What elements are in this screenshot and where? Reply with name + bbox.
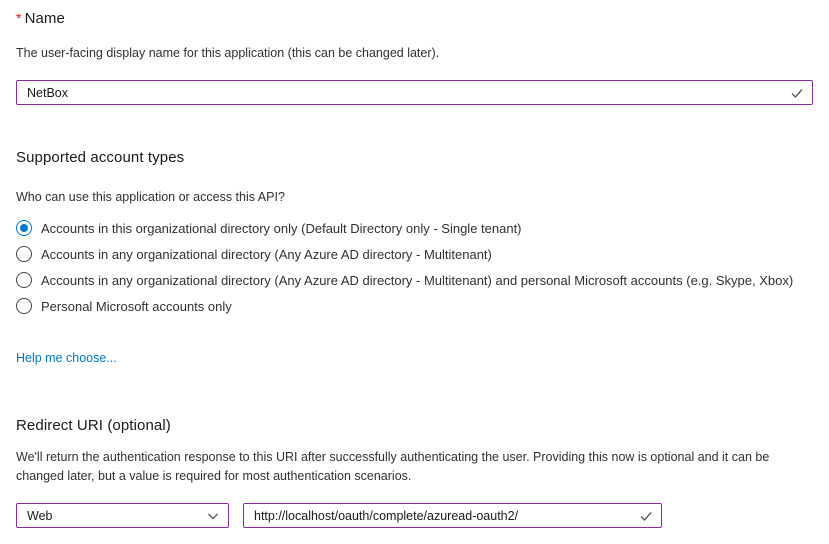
required-asterisk: * <box>16 10 22 26</box>
supported-account-types-title: Supported account types <box>16 149 185 166</box>
radio-option-single-tenant[interactable] <box>16 220 813 236</box>
radio-option-personal-only[interactable] <box>16 298 813 314</box>
radio-option-label[interactable]: Accounts in any organizational directory (Any Azure AD directory - Multitenant) and personal Microsoft accounts (e.g. Skype, Xbox) <box>41 272 794 288</box>
radio-button[interactable] <box>16 272 32 288</box>
radio-option-label[interactable]: Accounts in any organizational directory (Any Azure AD directory - Multitenant) <box>41 246 492 262</box>
account-type-radio-group <box>16 220 813 314</box>
account-types-question: Who can use this application or access this API? <box>16 190 285 204</box>
radio-option-label[interactable]: Accounts in this organizational directory only (Default Directory only - Single tenant) <box>41 220 522 236</box>
radio-button[interactable] <box>16 298 32 314</box>
name-title-text: Name <box>24 10 65 27</box>
platform-select-value: Web <box>27 508 53 523</box>
name-field-container <box>16 80 813 105</box>
redirect-uri-description: We'll return the authentication response to this URI after successfully authenticating the user. Providing this now is optional and it can be changed later, but a value is required for most authentication scenarios. <box>16 450 770 483</box>
name-input[interactable] <box>17 81 812 104</box>
radio-option-multitenant[interactable] <box>16 246 813 262</box>
radio-option-label[interactable]: Personal Microsoft accounts only <box>41 298 232 314</box>
radio-button[interactable] <box>16 246 32 262</box>
radio-option-multitenant-personal[interactable] <box>16 272 813 288</box>
help-me-choose-link[interactable]: Help me choose... <box>16 351 117 365</box>
radio-button[interactable] <box>16 220 32 236</box>
redirect-uri-title: Redirect URI (optional) <box>16 417 171 434</box>
name-section-title <box>16 10 813 27</box>
name-description: The user-facing display name for this application (this can be changed later). <box>16 46 440 60</box>
